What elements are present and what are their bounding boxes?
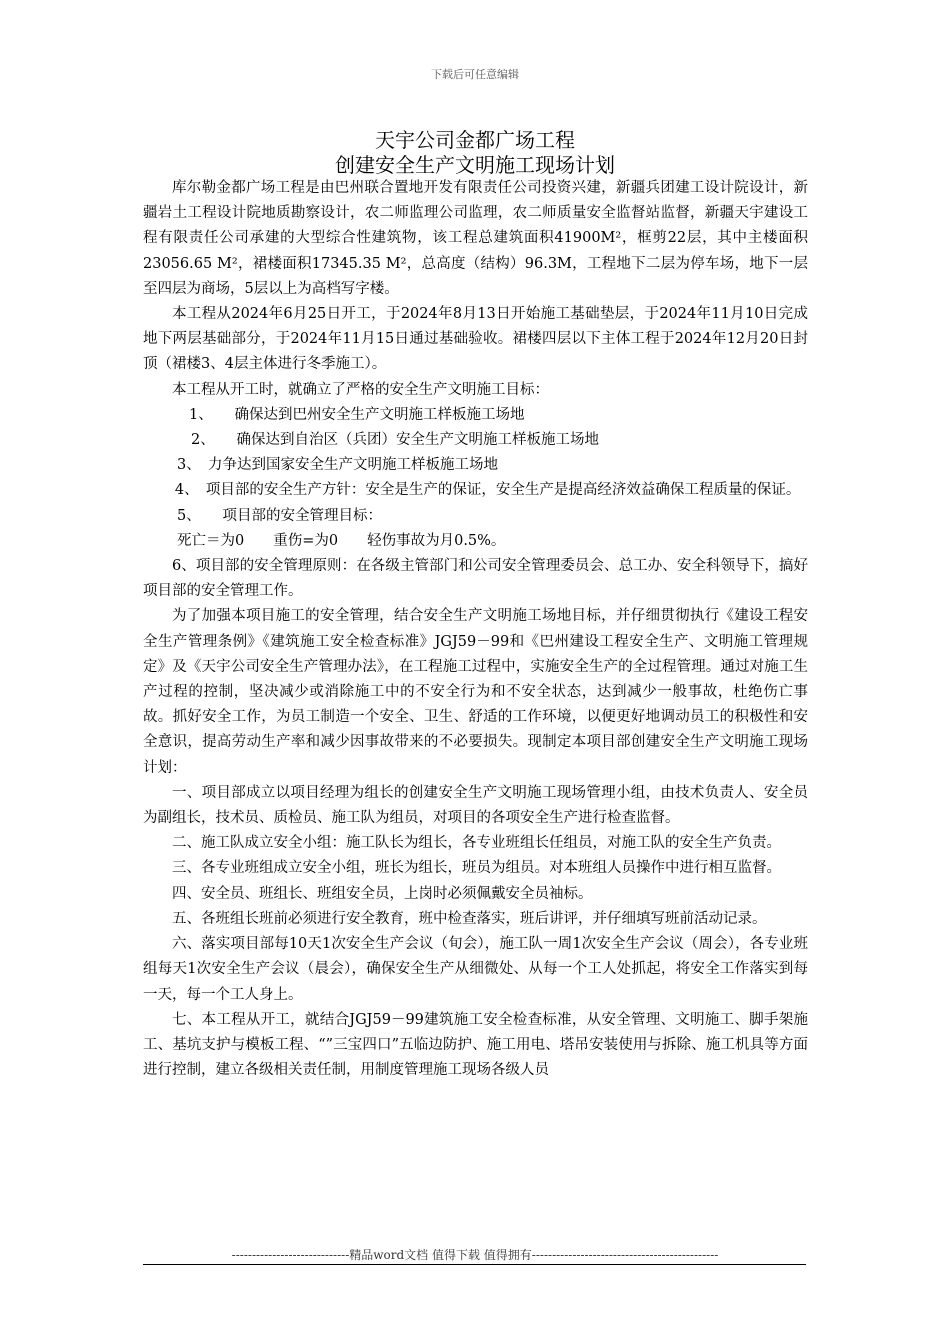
section-6: 六、落实项目部每10天1次安全生产会议（旬会），施工队一周1次安全生产会议（周会），各专业班组每天1次安全生产会议（晨会），确保安全生产从细微处、从每一个工人处抓起，将安全工作落实到每一天，每一个工人身上。 bbox=[143, 936, 808, 1003]
section-1: 一、项目部成立以项目经理为组长的创建安全生产文明施工现场管理小组，由技术负责人、安全员为副组长，技术员、质检员、施工队为组员，对项目的各项安全生产进行检查监督。 bbox=[143, 784, 808, 827]
section-4: 四、安全员、班组长、班组安全员，上岗时必须佩戴安全员袖标。 bbox=[172, 885, 593, 902]
section-7: 七、本工程从开工，就结合JGJ59－99建筑施工安全检查标准，从安全管理、文明施工、脚手架施工、基坑支护与模板工程、“”三宝四口”五临边防护、施工用电、塔吊安装使用与拆除、施工机具等方面进行控制，建立各级相关责任制，用制度管理施工现场各级人员 bbox=[143, 1011, 808, 1079]
goal-item-6: 6、项目部的安全管理原则：在各级主管部门和公司安全管理委员会、总工办、安全科领导下，搞好项目部的安全管理工作。 bbox=[143, 558, 808, 600]
section-2: 二、施工队成立安全小组：施工队长为组长，各专业班组长任组员，对施工队的安全生产负责。 bbox=[172, 835, 781, 852]
paragraph-goals-intro: 本工程从开工时，就确立了严格的安全生产文明施工目标： bbox=[172, 381, 549, 398]
goal-item-1: 1、 确保达到巴州安全生产文明施工样板施工场地 bbox=[189, 406, 525, 423]
section-5: 五、各班组长班前必须进行安全教育，班中检查落实，班后讲评，并仔细填写班前活动记录。 bbox=[172, 910, 767, 927]
goal-item-5: 5、 项目部的安全管理目标： bbox=[177, 507, 382, 524]
document-title: 天宇公司金都广场工程 bbox=[375, 128, 575, 152]
paragraph-management-plan: 为了加强本项目施工的安全管理，结合安全生产文明施工场地目标，并仔细贯彻执行《建设工程安全生产管理条例》《建筑施工安全检查标准》JGJ59－99和《巴州建设工程安全生产、文明施工管理规定》及《天宇公司安全生产管理办法》，在工程施工过程中，实施安全生产的全过程管理。通过对施工生产过程的控制，坚决减少或消除施工中的不安全行为和不安全状态，达到减少一般事故，杜绝伤亡事故。抓好安全工作，为员工制造一个安全、卫生、舒适的工作环境，以便更好地调动员工的积极性和安全意识，提高劳动生产率和减少因事故带来的不必要损失。现制定本项目部创建安全生产文明施工现场计划： bbox=[143, 608, 808, 776]
document-subtitle: 创建安全生产文明施工现场计划 bbox=[335, 153, 615, 177]
page-header-note: 下载后可任意编辑 bbox=[431, 68, 519, 81]
goal-item-3: 3、 力争达到国家安全生产文明施工样板施工场地 bbox=[177, 457, 498, 474]
goal-item-4: 4、 项目部的安全生产方针：安全是生产的保证，安全生产是提高经济效益确保工程质量的保证。 bbox=[174, 482, 801, 499]
goal-item-2: 2、 确保达到自治区（兵团）安全生产文明施工样板施工场地 bbox=[191, 432, 599, 449]
document-body bbox=[143, 176, 808, 1083]
section-3: 三、各专业班组成立安全小组，班长为组长，班员为组员。对本班组人员操作中进行相互监督。 bbox=[172, 860, 781, 877]
paragraph-project-overview: 库尔勒金都广场工程是由巴州联合置地开发有限责任公司投资兴建，新疆兵团建工设计院设计，新疆岩土工程设计院地质勘察设计，农二师监理公司监理，农二师质量安全监督站监督，新疆天宇建设工程有限责任公司承建的大型综合性建筑物，该工程总建筑面积41900M²，框剪22层，其中主楼面积23056.65 M²，裙楼面积17345.35 M²，总高度（结构）96.3M，工程地下二层为停车场，地下一层至四层为商场，5层以上为高档写字楼。 bbox=[143, 180, 808, 297]
footer-divider bbox=[143, 1264, 806, 1265]
page-footer-text: -----------------------------精品word文档 值得下载 值得拥有---------------------------------------------- bbox=[231, 1248, 719, 1262]
goal-item-5-targets: 死亡＝为0 重伤=为0 轻伤事故为月0.5%。 bbox=[177, 532, 506, 549]
paragraph-schedule: 本工程从2024年6月25日开工，于2024年8月13日开始施工基础垫层，于2024年11月10日完成地下两层基础部分，于2024年11月15日通过基础验收。裙楼四层以下主体工程于2024年12月20日封顶（裙楼3、4层主体进行冬季施工）。 bbox=[143, 306, 808, 373]
